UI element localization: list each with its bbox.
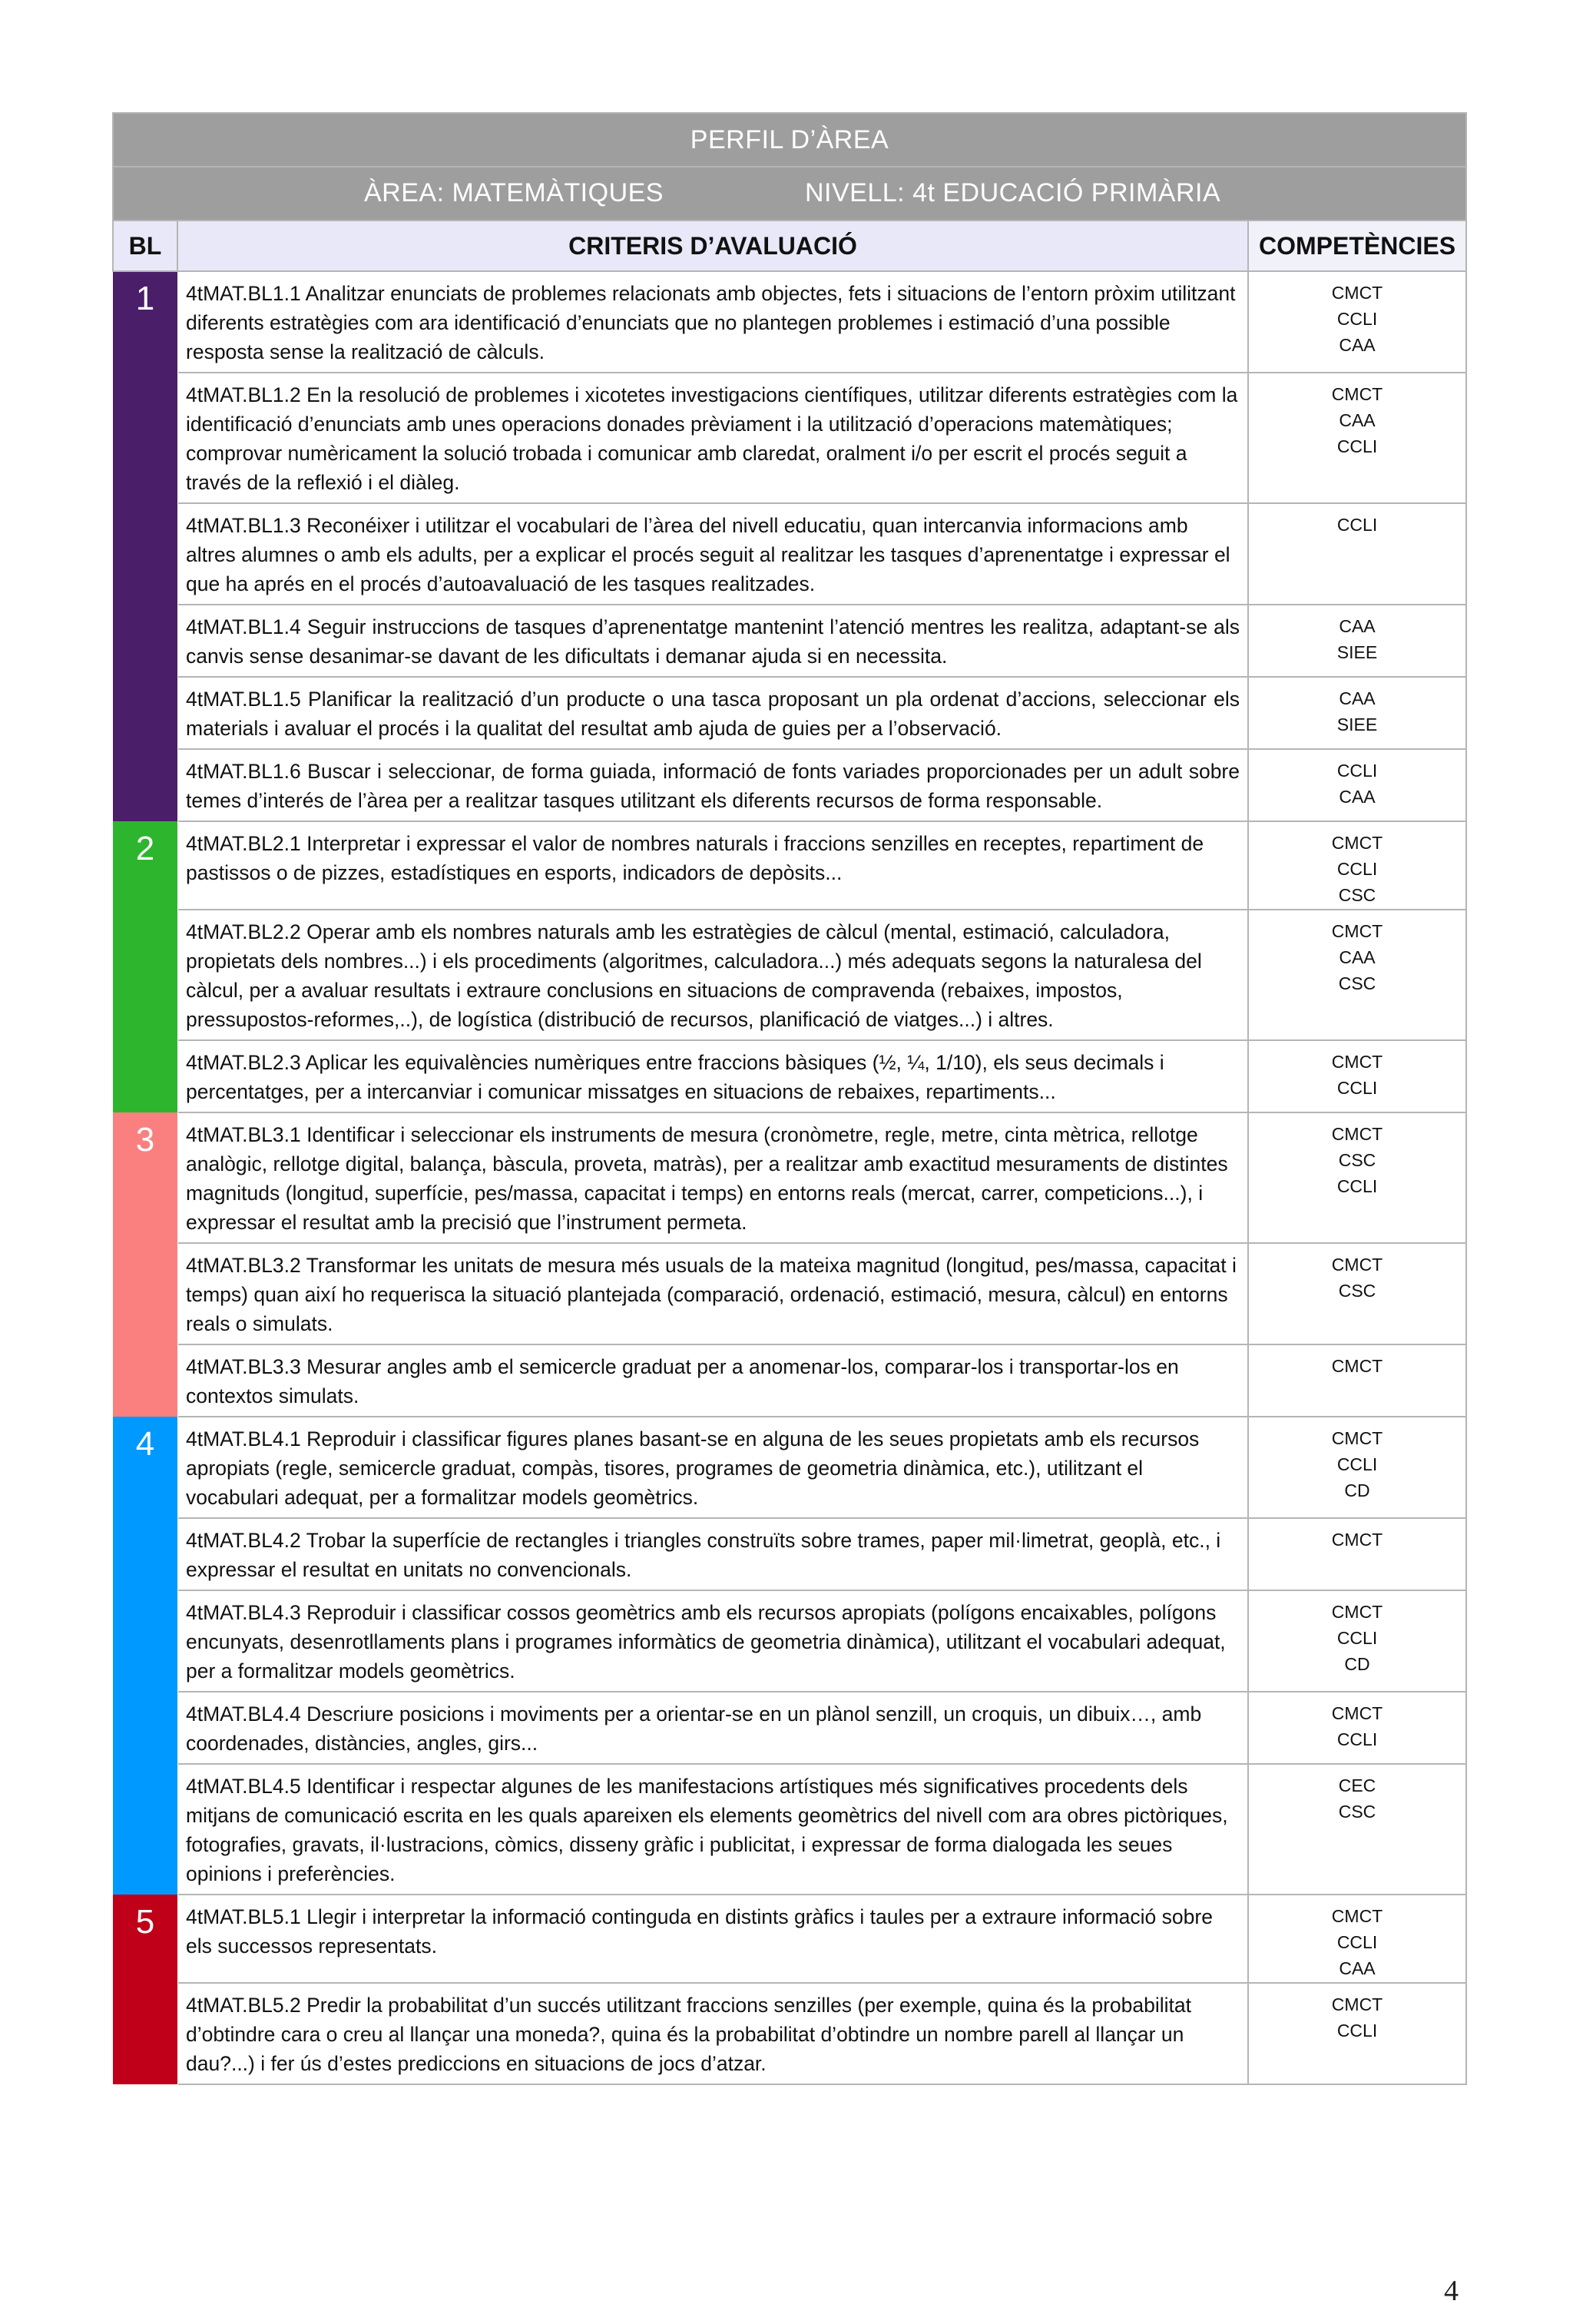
criteria-table <box>112 112 1467 2085</box>
competency-code: CSC <box>1338 1281 1376 1301</box>
competency-code: CMCT <box>1331 833 1383 853</box>
competencies-cell <box>1248 1344 1466 1417</box>
area-label: ÀREA: MATEMÀTIQUES <box>364 178 664 207</box>
competency-code: CMCT <box>1331 1530 1383 1550</box>
criterion-text: 4tMAT.BL1.4 Seguir instruccions de tasques d’aprenentatge mantenint l’atenció mentres les realitza, adaptant-se als canvis sense desanimar-se davant de les dificultats i demanar ajuda si en necessita. <box>177 605 1248 677</box>
competencies-cell <box>1248 749 1466 821</box>
table-row <box>113 373 1466 503</box>
competency-code: CMCT <box>1331 384 1383 404</box>
competency-code: CSC <box>1338 1802 1376 1822</box>
table-row <box>113 1344 1466 1417</box>
criterion-text: 4tMAT.BL1.5 Planificar la realització d’un producte o una tasca proposant un pla ordenat d’accions, seleccionar els materials i avaluar el procés i la qualitat del resultat amb ajuda de guies per a l’observació. <box>177 677 1248 749</box>
competency-code: CSC <box>1338 1150 1376 1170</box>
criterion-text: 4tMAT.BL1.3 Reconéixer i utilitzar el vocabulari de l’àrea del nivell educatiu, quan intercanvia informacions amb altres alumnes o amb els adults, per a explicar el procés seguit al realitzar les tasques d’aprenentatge i expressar el que ha aprés en el procés d’autoavaluació de les tasques realitzades. <box>177 503 1248 605</box>
competencies-cell <box>1248 1692 1466 1764</box>
competency-code: CMCT <box>1331 1906 1383 1926</box>
competency-code: SIEE <box>1336 642 1378 662</box>
competencies-cell <box>1248 1417 1466 1518</box>
competency-code: CCLI <box>1336 515 1378 535</box>
competency-code: CAA <box>1339 1958 1376 1978</box>
competency-code: CCLI <box>1336 1932 1378 1952</box>
table-row <box>113 821 1466 910</box>
column-header-criteris: CRITERIS D’AVALUACIÓ <box>177 220 1248 271</box>
competency-code: CMCT <box>1331 1052 1383 1072</box>
criterion-text: 4tMAT.BL2.2 Operar amb els nombres naturals amb les estratègies de càlcul (mental, estimació, calculadora, propietats dels nombres...) i els procediments (algoritmes, calculadora...) més adequats segons la naturalesa del càlcul, per a avaluar resultats i extraure conclusions en situacions de compravenda (rebaixes, impostos, pressupostos-reformes,..), de logística (distribució de recursos, planificació de viatges...) i altres. <box>177 910 1248 1040</box>
competency-code: CMCT <box>1331 1428 1383 1448</box>
competency-code: CMCT <box>1331 1356 1383 1376</box>
table-row <box>113 1895 1466 1983</box>
competency-code: CAA <box>1339 616 1376 636</box>
criterion-text: 4tMAT.BL5.1 Llegir i interpretar la informació continguda en distints gràfics i taules per a extraure informació sobre els successos representats. <box>177 1895 1248 1983</box>
table-subtitle <box>113 167 1466 220</box>
competency-code: CCLI <box>1336 1454 1378 1474</box>
competency-code: CAA <box>1339 688 1376 708</box>
table-row <box>113 1518 1466 1590</box>
competencies-cell <box>1248 605 1466 677</box>
table-row <box>113 749 1466 821</box>
table-row <box>113 1590 1466 1692</box>
competencies-cell <box>1248 1112 1466 1243</box>
competencies-cell <box>1248 910 1466 1040</box>
competencies-cell <box>1248 271 1466 373</box>
level-label: NIVELL: 4t EDUCACIÓ PRIMÀRIA <box>805 178 1221 207</box>
competencies-cell <box>1248 1243 1466 1344</box>
block-number: 2 <box>113 821 177 1112</box>
criterion-text: 4tMAT.BL5.2 Predir la probabilitat d’un succés utilitzant fraccions senzilles (per exemple, quina és la probabilitat d’obtindre cara o creu al llançar una moneda?, quina és la probabilitat d’obtindre un nombre parell al llançar un dau?...) i fer ús d’estes prediccions en situacions de jocs d’atzar. <box>177 1983 1248 2084</box>
competencies-cell <box>1248 1518 1466 1590</box>
competency-code: CCLI <box>1336 761 1378 781</box>
competency-code: CSC <box>1338 973 1376 993</box>
competency-code: CCLI <box>1336 309 1378 329</box>
competency-code: CMCT <box>1331 1602 1383 1622</box>
table-row <box>113 1692 1466 1764</box>
competency-code: CCLI <box>1336 859 1378 879</box>
competency-code: CCLI <box>1336 1628 1378 1648</box>
table-row <box>113 677 1466 749</box>
column-header-competencies: COMPETÈNCIES <box>1248 220 1466 271</box>
criterion-text: 4tMAT.BL4.4 Descriure posicions i moviments per a orientar-se en un plànol senzill, un croquis, un dibuix…, amb coordenades, distàncies, angles, girs... <box>177 1692 1248 1764</box>
block-number: 5 <box>113 1895 177 2084</box>
table-row <box>113 503 1466 605</box>
criterion-text: 4tMAT.BL2.1 Interpretar i expressar el valor de nombres naturals i fraccions senzilles en receptes, repartiment de pastissos o de pizzes, estadístiques en esports, indicadors de depòsits... <box>177 821 1248 910</box>
table-row <box>113 605 1466 677</box>
criterion-text: 4tMAT.BL4.2 Trobar la superfície de rectangles i triangles construïts sobre trames, paper mil·limetrat, geoplà, etc., i expressar el resultat en unitats no convencionals. <box>177 1518 1248 1590</box>
competencies-cell <box>1248 677 1466 749</box>
competency-code: CCLI <box>1336 1729 1378 1749</box>
criterion-text: 4tMAT.BL3.3 Mesurar angles amb el semicercle graduat per a anomenar-los, comparar-los i transportar-los en contextos simulats. <box>177 1344 1248 1417</box>
competency-code: CAA <box>1339 787 1376 807</box>
competency-code: CCLI <box>1336 1078 1378 1098</box>
block-number: 3 <box>113 1112 177 1417</box>
competency-code: CD <box>1344 1480 1370 1500</box>
competency-code: CD <box>1344 1654 1370 1674</box>
competencies-cell <box>1248 503 1466 605</box>
table-row <box>113 1417 1466 1518</box>
competency-code: CMCT <box>1331 1124 1383 1144</box>
competency-code: CMCT <box>1331 1994 1383 2014</box>
competency-code: CCLI <box>1336 1176 1378 1196</box>
competencies-cell <box>1248 821 1466 910</box>
competency-code: CCLI <box>1336 436 1378 456</box>
competency-code: SIEE <box>1336 714 1378 734</box>
criterion-text: 4tMAT.BL3.2 Transformar les unitats de mesura més usuals de la mateixa magnitud (longitud, pes/massa, capacitat i temps) quan així ho requerisca la situació plantejada (comparació, ordenació, estimació, mesura, càlcul) en entorns reals o simulats. <box>177 1243 1248 1344</box>
competencies-cell <box>1248 373 1466 503</box>
competencies-cell <box>1248 1895 1466 1983</box>
competency-code: CAA <box>1339 947 1376 967</box>
competency-code: CAA <box>1339 335 1376 355</box>
table-title: PERFIL D’ÀREA <box>113 113 1466 167</box>
block-number: 1 <box>113 271 177 821</box>
criterion-text: 4tMAT.BL4.3 Reproduir i classificar cossos geomètrics amb els recursos apropiats (polígons encaixables, polígons encunyats, desenrotllaments plans i programes informàtics de geometria dinàmica), utilitzant el vocabulari adequat, per a formalitzar models geomètrics. <box>177 1590 1248 1692</box>
page-number: 4 <box>1444 2275 1459 2307</box>
criterion-text: 4tMAT.BL1.1 Analitzar enunciats de problemes relacionats amb objectes, fets i situacions de l’entorn pròxim utilitzant diferents estratègies com ara identificació d’enunciats que no plantegen problemes i estimació d’una possible resposta sense la realització de càlculs. <box>177 271 1248 373</box>
table-row <box>113 1243 1466 1344</box>
table-row <box>113 271 1466 373</box>
table-row <box>113 1983 1466 2084</box>
competency-code: CAA <box>1339 410 1376 430</box>
competency-code: CMCT <box>1331 1255 1383 1275</box>
column-header-bl: BL <box>113 220 177 271</box>
profile-page <box>112 112 1465 2085</box>
competency-code: CMCT <box>1331 1703 1383 1723</box>
competency-code: CEC <box>1338 1775 1376 1795</box>
criterion-text: 4tMAT.BL4.1 Reproduir i classificar figures planes basant-se en alguna de les seues propietats amb els recursos apropiats (regle, semicercle graduat, compàs, tisores, programes de geometria dinàmica, etc.), utilitzant el vocabulari adequat, per a formalitzar models geomètrics. <box>177 1417 1248 1518</box>
table-row <box>113 1112 1466 1243</box>
table-body <box>113 271 1466 2084</box>
competency-code: CMCT <box>1331 921 1383 941</box>
criterion-text: 4tMAT.BL3.1 Identificar i seleccionar els instruments de mesura (cronòmetre, regle, metre, cinta mètrica, rellotge analògic, rellotge digital, balança, bàscula, proveta, matràs), per a realitzar amb exactitud mesuraments de distintes magnituds (longitud, superfície, pes/massa, capacitat i temps) en entorns reals (mercat, carrer, competicions...), i expressar el resultat amb la precisió que l’instrument permeta. <box>177 1112 1248 1243</box>
competency-code: CSC <box>1338 885 1376 905</box>
competencies-cell <box>1248 1983 1466 2084</box>
competencies-cell <box>1248 1040 1466 1112</box>
competencies-cell <box>1248 1764 1466 1895</box>
competencies-cell <box>1248 1590 1466 1692</box>
criterion-text: 4tMAT.BL1.6 Buscar i seleccionar, de forma guiada, informació de fonts variades proporcionades per un adult sobre temes d’interés de l’àrea per a realitzar tasques utilitzant els diferents recursos de forma responsable. <box>177 749 1248 821</box>
criterion-text: 4tMAT.BL4.5 Identificar i respectar algunes de les manifestacions artístiques més significatives procedents dels mitjans de comunicació escrita en les quals apareixen els elements geomètrics del nivell com ara obres pictòriques, fotografies, gravats, il·lustracions, còmics, disseny gràfic i publicitat, i expressar de forma dialogada les seues opinions i preferències. <box>177 1764 1248 1895</box>
table-row <box>113 1040 1466 1112</box>
criterion-text: 4tMAT.BL2.3 Aplicar les equivalències numèriques entre fraccions bàsiques (½, ¼, 1/10), els seus decimals i percentatges, per a intercanviar i comunicar missatges en situacions de rebaixes, repartiments... <box>177 1040 1248 1112</box>
table-row <box>113 1764 1466 1895</box>
competency-code: CMCT <box>1331 283 1383 303</box>
criterion-text: 4tMAT.BL1.2 En la resolució de problemes i xicotetes investigacions científiques, utilitzar diferents estratègies com la identificació d’enunciats amb unes operacions donades prèviament i la utilització d’operacions matemàtiques; comprovar numèricament la solució trobada i comunicar amb claredat, oralment i/o per escrit el procés seguit a través de la reflexió i el diàleg. <box>177 373 1248 503</box>
table-row <box>113 910 1466 1040</box>
block-number: 4 <box>113 1417 177 1895</box>
competency-code: CCLI <box>1336 2021 1378 2041</box>
